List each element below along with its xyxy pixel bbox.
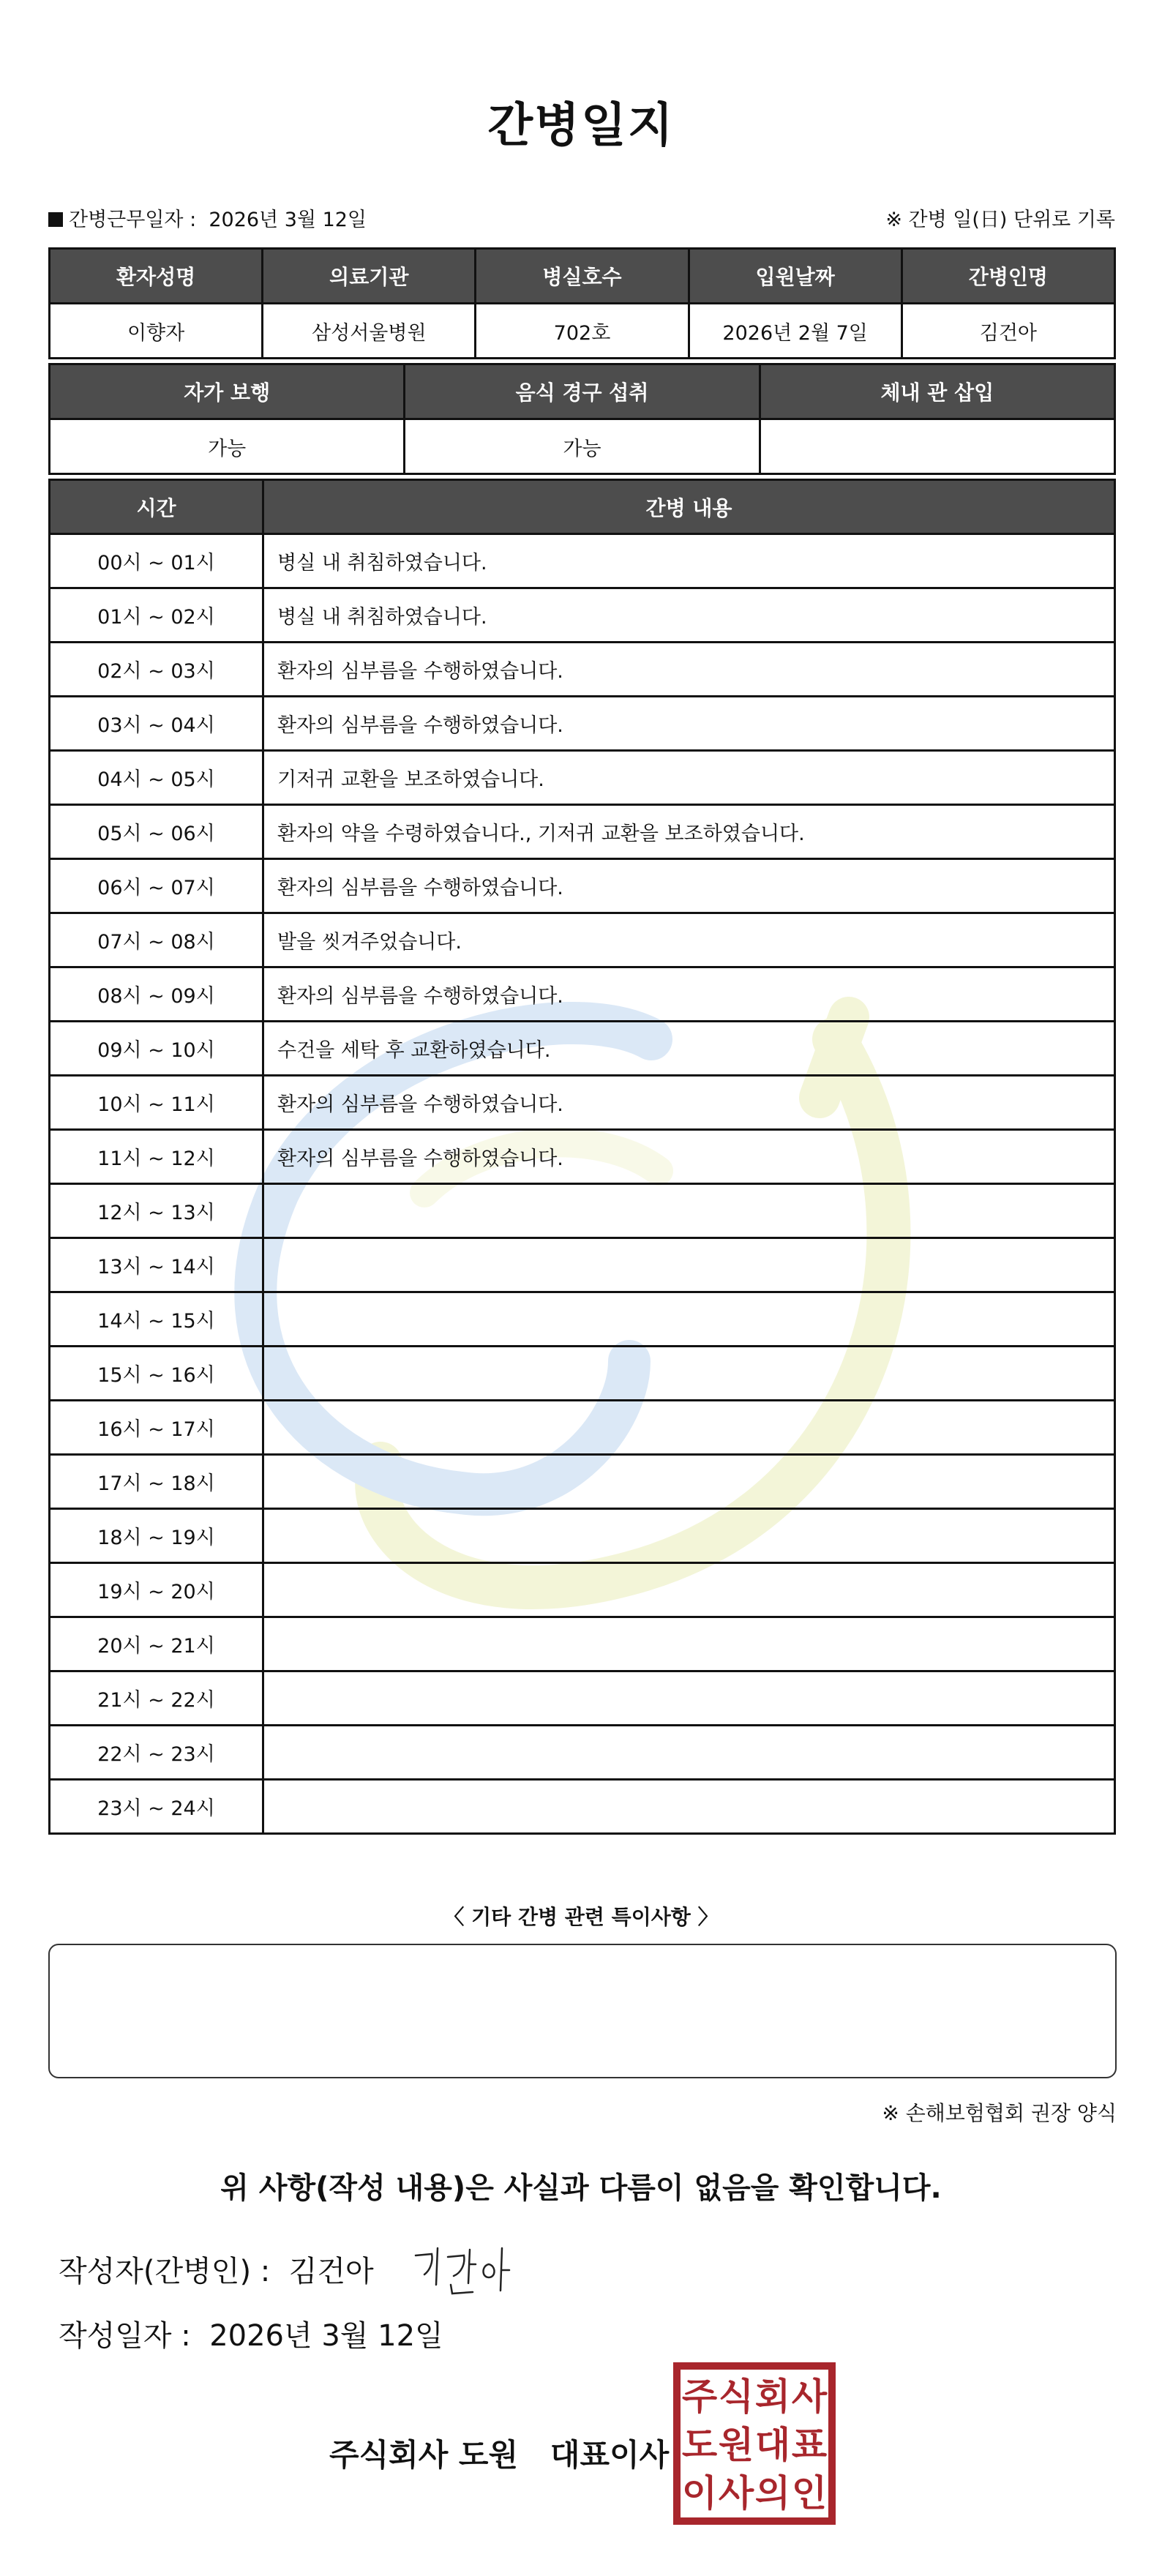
table-row bbox=[50, 1509, 1115, 1563]
notes-box bbox=[48, 1944, 1117, 2078]
table-row bbox=[50, 751, 1115, 805]
caregiver-name: 김건아 bbox=[902, 304, 1114, 359]
table-row bbox=[50, 1401, 1115, 1455]
written-date-label: 작성일자 : bbox=[59, 2319, 191, 2353]
log-content bbox=[263, 1509, 1115, 1563]
tube-insertion-value bbox=[760, 419, 1114, 474]
log-time: 14시 ~ 15시 bbox=[50, 1292, 263, 1347]
log-content: 환자의 심부름을 수행하였습니다. bbox=[263, 643, 1115, 697]
writer-name: 김건아 bbox=[288, 2255, 374, 2288]
log-content bbox=[263, 1401, 1115, 1455]
header-hospital: 의료기관 bbox=[263, 249, 476, 304]
table-row bbox=[50, 643, 1115, 697]
seal-character: 원 bbox=[718, 2424, 754, 2466]
table-row bbox=[50, 1184, 1115, 1238]
table-row bbox=[50, 1076, 1115, 1130]
form-source-note: ※ 손해보험협회 권장 양식 bbox=[882, 2101, 1117, 2125]
log-time: 00시 ~ 01시 bbox=[50, 534, 263, 588]
seal-character: 대 bbox=[754, 2424, 791, 2466]
log-content: 환자의 심부름을 수행하였습니다. bbox=[263, 697, 1115, 751]
writer-line bbox=[59, 2248, 374, 2290]
patient-status-table bbox=[48, 363, 1116, 475]
table-row bbox=[50, 1238, 1115, 1292]
log-content: 환자의 심부름을 수행하였습니다. bbox=[263, 967, 1115, 1022]
notes-title: 〈 기타 간병 관련 특이사항 〉 bbox=[443, 1905, 719, 1929]
log-time: 03시 ~ 04시 bbox=[50, 697, 263, 751]
log-content bbox=[263, 1563, 1115, 1617]
log-content bbox=[263, 1726, 1115, 1780]
log-time: 05시 ~ 06시 bbox=[50, 805, 263, 859]
table-row bbox=[50, 1347, 1115, 1401]
log-time: 13시 ~ 14시 bbox=[50, 1238, 263, 1292]
header-self-walking: 자가 보행 bbox=[50, 364, 405, 419]
header-admission-date: 입원날짜 bbox=[689, 249, 902, 304]
log-time: 16시 ~ 17시 bbox=[50, 1401, 263, 1455]
care-log-table bbox=[48, 479, 1116, 1835]
log-content bbox=[263, 1238, 1115, 1292]
table-row bbox=[50, 588, 1115, 643]
table-row bbox=[50, 1726, 1115, 1780]
table-row bbox=[50, 859, 1115, 913]
written-date-line bbox=[59, 2313, 443, 2354]
table-row bbox=[50, 1022, 1115, 1076]
header-room: 병실호수 bbox=[476, 249, 689, 304]
log-content bbox=[263, 1455, 1115, 1509]
log-time: 09시 ~ 10시 bbox=[50, 1022, 263, 1076]
table-row bbox=[50, 967, 1115, 1022]
log-content: 환자의 심부름을 수행하였습니다. bbox=[263, 1130, 1115, 1184]
table-row bbox=[50, 1130, 1115, 1184]
record-unit-note: ※ 간병 일(日) 단위로 기록 bbox=[885, 209, 1115, 231]
page-title: 간병일지 bbox=[487, 99, 675, 153]
seal-character: 사 bbox=[718, 2472, 754, 2515]
header-tube-insertion: 체내 관 삽입 bbox=[760, 364, 1114, 419]
duty-date-value: 2026년 3월 12일 bbox=[209, 209, 367, 231]
log-content bbox=[263, 1617, 1115, 1671]
log-time: 12시 ~ 13시 bbox=[50, 1184, 263, 1238]
seal-character: 이 bbox=[681, 2472, 718, 2515]
square-bullet-icon bbox=[48, 212, 63, 227]
handwritten-signature bbox=[402, 2232, 541, 2305]
log-time: 15시 ~ 16시 bbox=[50, 1347, 263, 1401]
duty-date-label: 간병근무일자 : bbox=[69, 209, 197, 231]
log-time: 17시 ~ 18시 bbox=[50, 1455, 263, 1509]
log-time: 21시 ~ 22시 bbox=[50, 1671, 263, 1726]
header-patient-name: 환자성명 bbox=[50, 249, 263, 304]
table-row bbox=[50, 1671, 1115, 1726]
log-time: 02시 ~ 03시 bbox=[50, 643, 263, 697]
log-time: 19시 ~ 20시 bbox=[50, 1563, 263, 1617]
duty-date-row bbox=[48, 203, 1115, 233]
written-date-value: 2026년 3월 12일 bbox=[209, 2319, 443, 2353]
log-content: 병실 내 취침하였습니다. bbox=[263, 588, 1115, 643]
log-content: 환자의 심부름을 수행하였습니다. bbox=[263, 859, 1115, 913]
log-content bbox=[263, 1671, 1115, 1726]
log-time: 11시 ~ 12시 bbox=[50, 1130, 263, 1184]
log-content bbox=[263, 1347, 1115, 1401]
log-time: 07시 ~ 08시 bbox=[50, 913, 263, 967]
seal-character: 주 bbox=[681, 2375, 718, 2418]
table-row bbox=[50, 1617, 1115, 1671]
table-row bbox=[50, 913, 1115, 967]
header-caregiver: 간병인명 bbox=[902, 249, 1114, 304]
table-row bbox=[50, 1455, 1115, 1509]
seal-character: 회 bbox=[754, 2375, 791, 2418]
seal-character: 표 bbox=[791, 2424, 828, 2466]
oral-intake-value: 가능 bbox=[405, 419, 760, 474]
log-content: 환자의 약을 수령하였습니다., 기저귀 교환을 보조하였습니다. bbox=[263, 805, 1115, 859]
log-time: 22시 ~ 23시 bbox=[50, 1726, 263, 1780]
confirmation-statement: 위 사항(작성 내용)은 사실과 다름이 없음을 확인합니다. bbox=[220, 2171, 942, 2205]
hospital-name: 삼성서울병원 bbox=[263, 304, 476, 359]
log-time: 23시 ~ 24시 bbox=[50, 1780, 263, 1834]
log-content: 기저귀 교환을 보조하였습니다. bbox=[263, 751, 1115, 805]
log-time: 20시 ~ 21시 bbox=[50, 1617, 263, 1671]
self-walking-value: 가능 bbox=[50, 419, 405, 474]
log-time: 18시 ~ 19시 bbox=[50, 1509, 263, 1563]
duty-date bbox=[48, 203, 367, 232]
log-time: 01시 ~ 02시 bbox=[50, 588, 263, 643]
seal-character: 사 bbox=[791, 2375, 828, 2418]
patient-info-table bbox=[48, 247, 1116, 359]
log-time: 08시 ~ 09시 bbox=[50, 967, 263, 1022]
admission-date: 2026년 2월 7일 bbox=[689, 304, 902, 359]
table-row bbox=[50, 534, 1115, 588]
log-content: 병실 내 취침하였습니다. bbox=[263, 534, 1115, 588]
log-content: 환자의 심부름을 수행하였습니다. bbox=[263, 1076, 1115, 1130]
header-oral-intake: 음식 경구 섭취 bbox=[405, 364, 760, 419]
log-content: 발을 씻겨주었습니다. bbox=[263, 913, 1115, 967]
table-row bbox=[50, 1563, 1115, 1617]
company-seal bbox=[673, 2362, 836, 2525]
log-time: 06시 ~ 07시 bbox=[50, 859, 263, 913]
log-time: 10시 ~ 11시 bbox=[50, 1076, 263, 1130]
table-row bbox=[50, 1292, 1115, 1347]
table-row bbox=[50, 805, 1115, 859]
seal-character: 의 bbox=[754, 2472, 791, 2515]
header-time: 시간 bbox=[50, 480, 263, 534]
writer-label: 작성자(간병인) : bbox=[59, 2255, 271, 2288]
header-care-content: 간병 내용 bbox=[263, 480, 1115, 534]
table-row bbox=[50, 1780, 1115, 1834]
log-content bbox=[263, 1292, 1115, 1347]
table-row bbox=[50, 697, 1115, 751]
room-number: 702호 bbox=[476, 304, 689, 359]
log-time: 04시 ~ 05시 bbox=[50, 751, 263, 805]
log-content: 수건을 세탁 후 교환하였습니다. bbox=[263, 1022, 1115, 1076]
seal-character: 식 bbox=[718, 2375, 754, 2418]
patient-name: 이향자 bbox=[50, 304, 263, 359]
log-content bbox=[263, 1780, 1115, 1834]
seal-character: 도 bbox=[681, 2424, 718, 2466]
care-log-body bbox=[50, 534, 1115, 1834]
company-ceo: 주식회사 도원 대표이사 bbox=[329, 2437, 670, 2473]
seal-character: 인 bbox=[791, 2472, 828, 2515]
log-content bbox=[263, 1184, 1115, 1238]
